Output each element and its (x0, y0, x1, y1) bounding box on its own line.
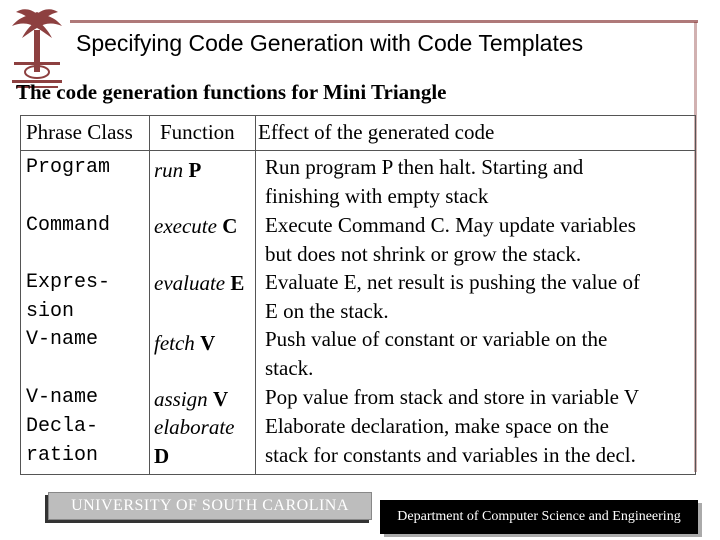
phrase-program: Program (26, 156, 111, 179)
column-divider-1 (149, 116, 150, 474)
effect-line: Elaborate declaration, make space on the (265, 414, 609, 438)
phrase-expression: Expres- (26, 271, 111, 294)
function-arg: C (222, 214, 238, 238)
effect-line: stack for constants and variables in the decl. (265, 443, 636, 467)
column-divider-2 (255, 116, 256, 474)
header-phrase-class: Phrase Class (26, 120, 133, 144)
phrase-expression-cont: sion (26, 300, 75, 323)
slide-title: Specifying Code Generation with Code Templates (76, 30, 584, 56)
function-name: evaluate (154, 271, 226, 295)
phrase-command: Command (26, 214, 111, 237)
effect-line: Run program P then halt. Starting and (265, 155, 584, 179)
header-effect: Effect of the generated code (258, 120, 495, 144)
function-name: assign (154, 387, 208, 411)
function-elaborate (154, 415, 234, 440)
effect-line: Execute Command C. May update variables (265, 213, 636, 237)
function-arg: V (200, 331, 216, 355)
effect-line: stack. (265, 356, 314, 380)
effect-line: Evaluate E, net result is pushing the value of (265, 270, 640, 294)
function-execute (154, 214, 237, 239)
function-arg: E (230, 271, 245, 295)
function-evaluate (154, 271, 244, 296)
function-name: fetch (154, 331, 195, 355)
footer-department: Department of Computer Science and Engineering (380, 500, 698, 534)
function-elaborate-arg (154, 444, 169, 469)
function-name: run (154, 158, 184, 182)
slide-subtitle: The code generation functions for Mini Triangle (16, 80, 447, 104)
header-divider (21, 150, 695, 151)
header-function: Function (160, 120, 235, 144)
effect-line: Pop value from stack and store in variable V (265, 385, 640, 409)
effect-line: finishing with empty stack (265, 184, 489, 208)
function-arg: D (154, 444, 170, 468)
function-name: elaborate (154, 415, 235, 439)
function-arg: P (188, 158, 202, 182)
function-fetch (154, 331, 215, 356)
function-arg: V (212, 387, 229, 411)
effect-line: E on the stack. (265, 299, 389, 323)
function-run (154, 158, 201, 183)
effect-line: but does not shrink or grow the stack. (265, 242, 582, 266)
top-rule (70, 20, 698, 23)
phrase-declaration: Decla- (26, 415, 99, 438)
footer-university: UNIVERSITY OF SOUTH CAROLINA (48, 492, 372, 520)
effect-line: Push value of constant or variable on the (265, 327, 608, 351)
phrase-declaration-cont: ration (26, 444, 99, 467)
phrase-vname: V-name (26, 386, 99, 409)
function-name: execute (154, 214, 217, 238)
phrase-vname: V-name (26, 328, 99, 351)
function-assign (154, 387, 228, 412)
